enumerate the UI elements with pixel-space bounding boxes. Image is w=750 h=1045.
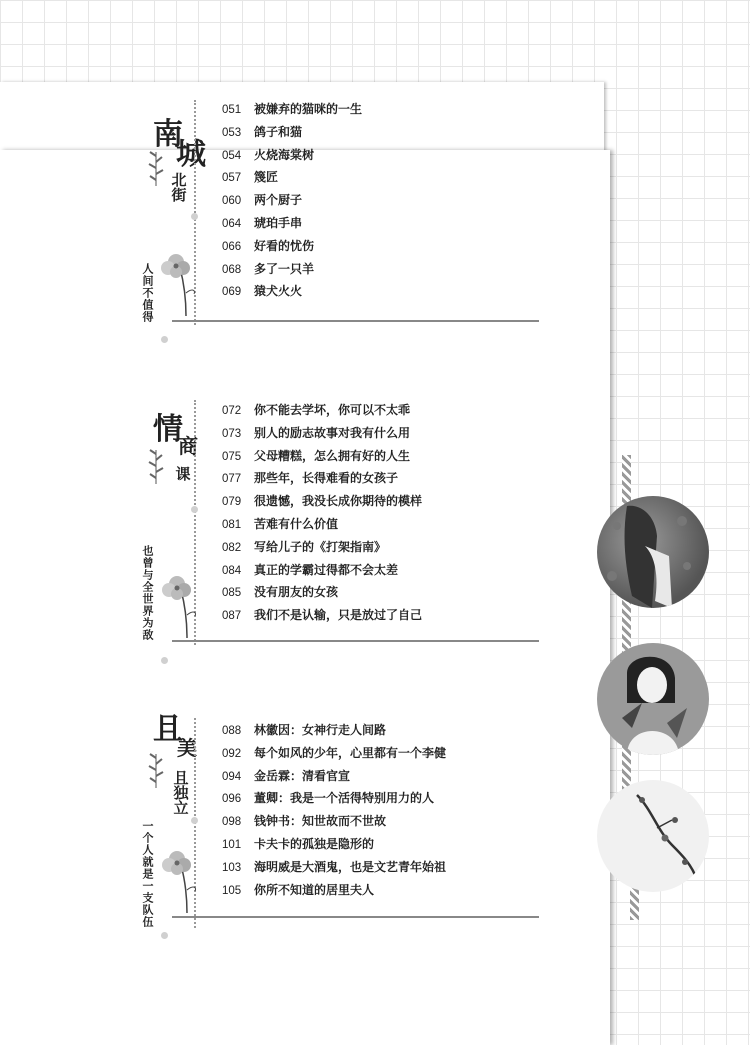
toc-list: [222, 719, 446, 901]
toc-entry[interactable]: 103 海明威是大酒鬼，也是文艺青年始祖: [222, 859, 447, 874]
section-divider: [172, 320, 539, 322]
section-motto: 也曾与全世界为敌: [141, 545, 154, 641]
toc-entry[interactable]: 069 猿犬火火: [222, 284, 303, 299]
leaf-sprig-icon: [146, 750, 166, 790]
toc-entry[interactable]: 057 篾匠: [222, 170, 279, 185]
toc-entry[interactable]: 105 你所不知道的居里夫人: [222, 882, 375, 897]
section-title-char-1: 且: [153, 712, 183, 747]
section-subtitle: 且独立: [171, 770, 190, 815]
toc-entry[interactable]: 094 金岳霖：清看官宣: [222, 768, 351, 783]
toc-entry[interactable]: 064 琥珀手串: [222, 215, 303, 230]
toc-entry[interactable]: 073 别人的励志故事对我有什么用: [222, 425, 411, 440]
toc-entry[interactable]: 092 每个如风的少年，心里都有一个李健: [222, 745, 447, 760]
section-divider: [172, 916, 539, 918]
toc-entry[interactable]: 051 被嫌弃的猫咪的一生: [222, 102, 363, 116]
section-title-char-2: 美: [177, 736, 197, 760]
section-subtitle: 北街: [169, 172, 188, 202]
illustration-girl-with-long-hair: [597, 496, 709, 608]
leaf-sprig-icon: [146, 148, 166, 188]
toc-list: [222, 98, 362, 303]
flower-icon: [157, 570, 202, 640]
toc-entry[interactable]: 072 你不能去学坏，你可以不太乖: [222, 403, 411, 417]
section-dot: [191, 817, 198, 824]
toc-entry[interactable]: 101 卡夫卡的孤独是隐形的: [222, 836, 375, 851]
toc-entry[interactable]: 088 林徽因：女神行走人间路: [222, 723, 387, 737]
toc-entry[interactable]: 085 没有朋友的女孩: [222, 585, 339, 600]
toc-entry[interactable]: 075 父母糟糕，怎么拥有好的人生: [222, 448, 411, 463]
section-divider: [172, 640, 539, 642]
toc-entry[interactable]: 053 鸽子和猫: [222, 124, 303, 139]
section-motto: 人间不值得: [141, 263, 154, 323]
illustration-plum-branch: [597, 780, 709, 892]
leaf-sprig-icon: [146, 446, 166, 486]
toc-entry[interactable]: 054 火烧海棠树: [222, 147, 315, 162]
toc-entry[interactable]: 060 两个厨子: [222, 193, 303, 208]
toc-entry[interactable]: 096 董卿：我是一个活得特别用力的人: [222, 791, 435, 806]
section-title-char-1: 南: [153, 117, 183, 152]
toc-entry[interactable]: 081 苦难有什么价值: [222, 516, 339, 531]
toc-entry[interactable]: 084 真正的学霸过得都不会太差: [222, 562, 399, 577]
section-title-char-1: 情: [153, 412, 183, 447]
section-dot: [161, 932, 168, 939]
section-title-char-2: 商: [178, 434, 198, 458]
section-dot: [191, 213, 198, 220]
illustration-woman-with-leaves: [597, 643, 709, 755]
section-title-char-2: 城: [176, 137, 206, 172]
toc-entry[interactable]: 087 我们不是认输，只是放过了自己: [222, 608, 423, 623]
section-subtitle: 课: [173, 466, 192, 481]
toc-entry[interactable]: 066 好看的忧伤: [222, 238, 315, 253]
section-dot: [161, 336, 168, 343]
toc-entry[interactable]: 079 很遗憾，我没长成你期待的模样: [222, 494, 423, 509]
flower-icon: [157, 845, 202, 915]
toc-entry[interactable]: 082 写给儿子的《打架指南》: [222, 539, 387, 554]
section-dot: [191, 506, 198, 513]
toc-entry[interactable]: 068 多了一只羊: [222, 261, 315, 276]
toc-list: [222, 399, 422, 627]
toc-entry[interactable]: 077 那些年，长得难看的女孩子: [222, 471, 399, 486]
flower-icon: [156, 248, 201, 318]
section-motto: 一个人就是一支队伍: [141, 820, 154, 928]
toc-entry[interactable]: 098 钱钟书：知世故而不世故: [222, 814, 387, 829]
section-dot: [161, 657, 168, 664]
